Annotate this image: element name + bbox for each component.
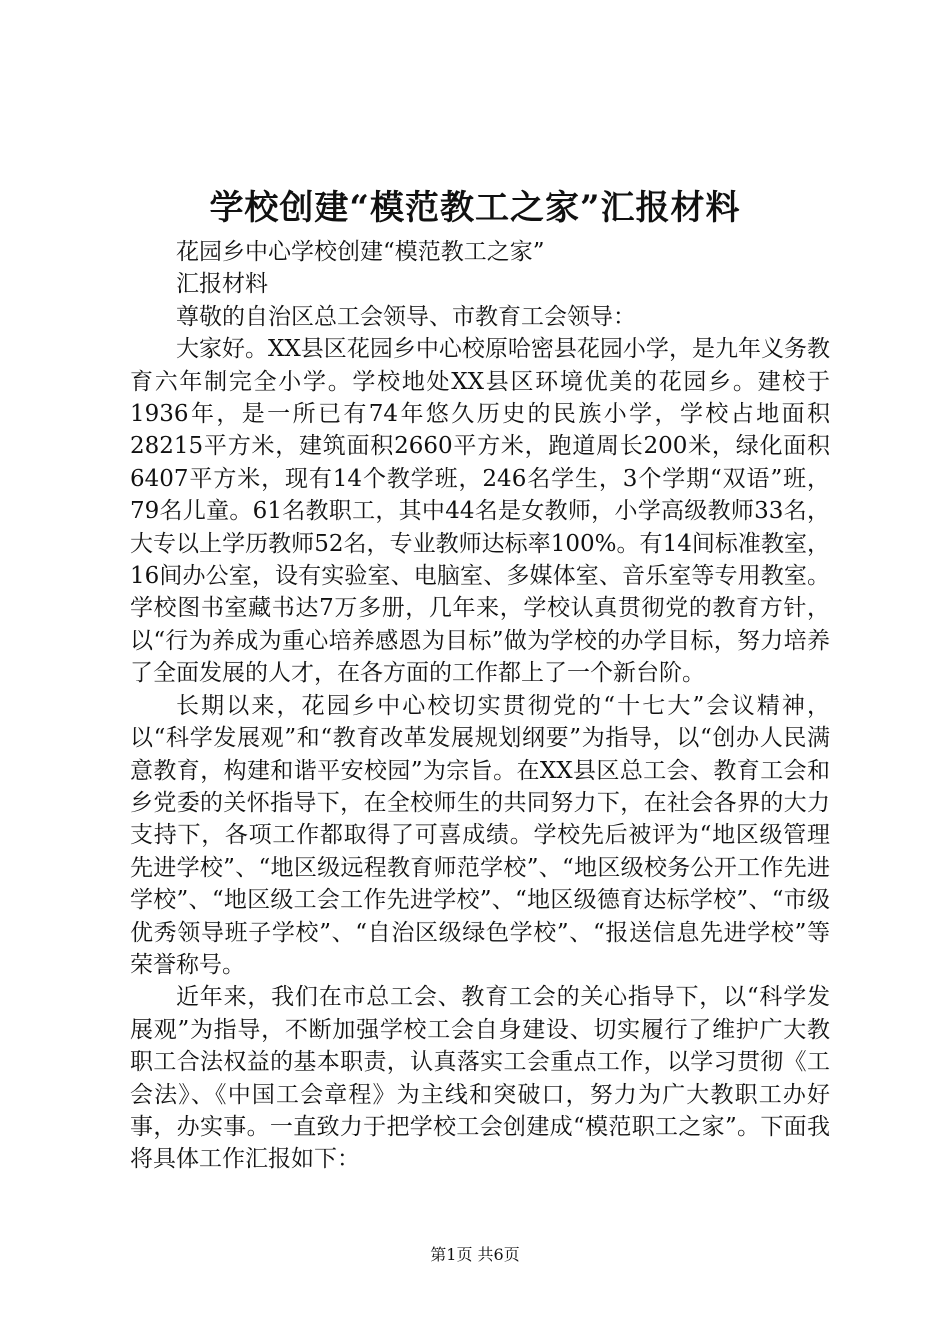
- paragraph-union-work: 近年来，我们在市总工会、教育工会的关心指导下，以“科学发展观”为指导，不断加强学校工会自身建设、切实履行了维护广大教职工合法权益的基本职责，认真落实工会重点工作，以学习贯彻《工会法》、《中国工会章程》为主线和突破口，努力为广大教职工办好事，办实事。一直致力于把学校工会创建成“模范职工之家”。下面我将具体工作汇报如下：: [130, 984, 830, 1173]
- paragraph-report-label: 汇报材料: [176, 271, 268, 298]
- paragraph-achievements: 长期以来，花园乡中心校切实贯彻党的“十七大”会议精神，以“科学发展观”和“教育改革发展规划纲要”为指导，以“创办人民满意教育，构建和谐平安校园”为宗旨。在XX县区总工会、教育工会和乡党委的关怀指导下，在全校师生的共同努力下，在社会各界的大力支持下，各项工作都取得了可喜成绩。学校先后被评为“地区级管理先进学校”、“地区级远程教育师范学校”、“地区级校务公开工作先进学校”、“地区级工会工作先进学校”、“地区级德育达标学校”、“市级优秀领导班子学校”、“自治区级绿色学校”、“报送信息先进学校”等荣誉称号。: [130, 692, 830, 978]
- document-title: 学校创建“模范教工之家”汇报材料: [209, 188, 741, 228]
- paragraph-school-heading: 花园乡中心学校创建“模范教工之家”: [176, 239, 545, 265]
- page-footer: 第1页 共6页: [430, 1245, 520, 1264]
- document-body: [130, 236, 830, 1176]
- paragraph-school-introduction: 大家好。XX县区花园乡中心校原哈密县花园小学，是九年义务教育六年制完全小学。学校地处XX县区环境优美的花园乡。建校于1936年，是一所已有74年悠久历史的民族小学，学校占地面积28215平方米，建筑面积2660平方米，跑道周长200米，绿化面积6407平方米，现有14个教学班，246名学生，3个学期“双语”班，79名儿童。61名教职工，其中44名是女教师，小学高级教师33名，大专以上学历教师52名，专业教师达标率100%。有14间标准教室，16间办公室，设有实验室、电脑室、多媒体室、音乐室等专用教室。学校图书室藏书达7万多册，几年来，学校认真贯彻党的教育方针，以“行为养成为重心培养感恩为目标”做为学校的办学目标，努力培养了全面发展的人才，在各方面的工作都上了一个新台阶。: [130, 336, 830, 687]
- paragraph-salutation: 尊敬的自治区总工会领导、市教育工会领导：: [176, 303, 636, 330]
